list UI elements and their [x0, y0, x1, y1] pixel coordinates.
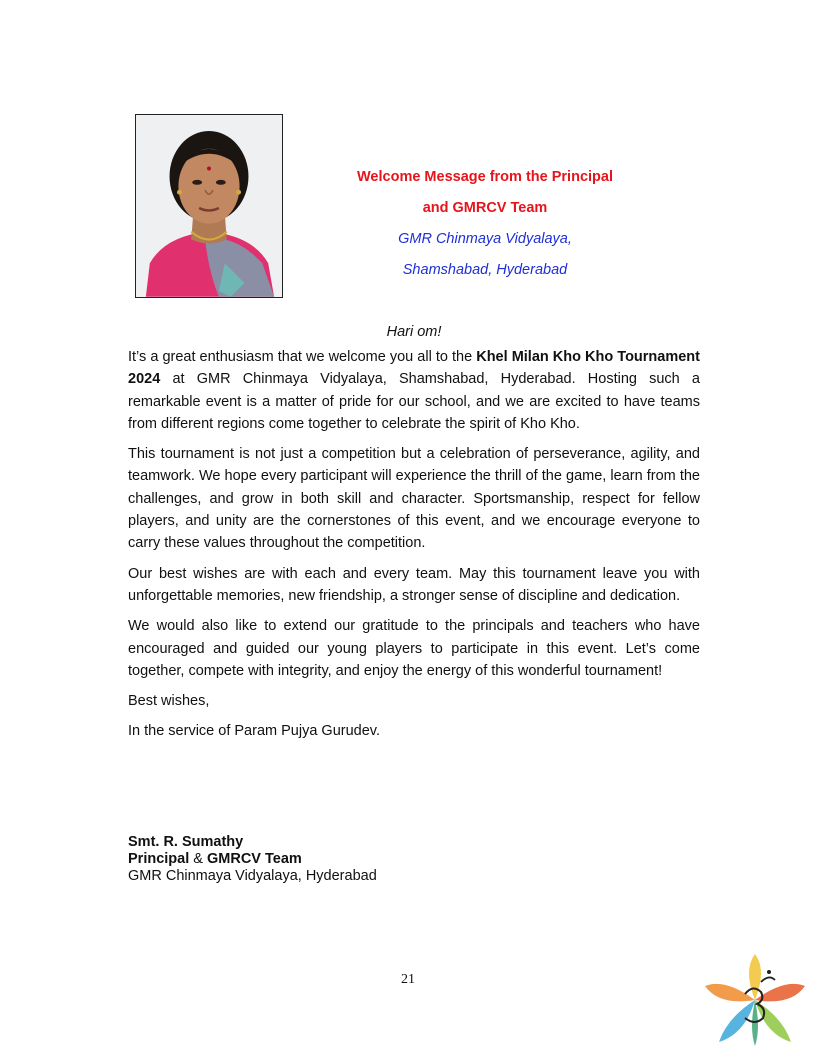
heading-school-line: GMR Chinmaya Vidyalaya, [398, 231, 572, 247]
event-name: Khel Milan Kho Kho Tournament 2024 [128, 349, 700, 388]
principal-photo [135, 114, 283, 298]
paragraph-4: We would also like to extend our gratitude to the principals and teachers who have encouraged and guided our young players to participate in this event. Let’s come together, compete with integrity, and enjoy the energy of this wonderful tournament! [128, 618, 700, 679]
principal-portrait-icon [136, 115, 282, 297]
message-body [128, 346, 700, 751]
heading-title-line1: Welcome Message from the Principal [357, 169, 613, 185]
greeting: Hari om! [386, 324, 442, 340]
signature-block [128, 834, 377, 885]
closing-service: In the service of Param Pujya Gurudev. [128, 723, 380, 740]
chinmaya-om-logo-icon [700, 950, 810, 1050]
p1-text-a: It’s a great enthusiasm that we welcome you all to the [128, 349, 477, 365]
signatory-role-team: GMRCV Team [206, 851, 302, 867]
paragraph-2: This tournament is not just a competition but a celebration of perseverance, agility, and teamwork. We hope every participant will experience the thrill of the game, learn from the challenges, and grow in both skill and character. Sportsmanship, respect for fellow players, and unity are the cornerstones of this event, and we encourage everyone to carry these values throughout the competition. [128, 446, 700, 552]
closing-wishes: Best wishes, [128, 693, 210, 710]
signatory-role-principal: Principal [128, 851, 190, 867]
paragraph-3: Our best wishes are with each and every team. May this tournament leave you with unforgettable memories, new friendship, a stronger sense of discipline and dedication. [128, 565, 700, 604]
page-number: 21 [401, 972, 415, 987]
role-separator: & [189, 851, 207, 867]
signatory-name: Smt. R. Sumathy [128, 834, 244, 850]
heading-title-line2: and GMRCV Team [422, 200, 548, 216]
p1-text-b: at GMR Chinmaya Vidyalaya, Shamshabad, Hyderabad. Hosting such a remarkable event is a matter of pride for our school, and we are excited to have teams from different regions come together to celebrate the spirit of Kho Kho. [128, 371, 700, 432]
welcome-heading [300, 162, 670, 286]
signatory-school: GMR Chinmaya Vidyalaya, Hyderabad [128, 868, 377, 884]
paragraph-1 [128, 346, 700, 435]
chinmaya-logo [700, 950, 810, 1050]
heading-location-line: Shamshabad, Hyderabad [402, 262, 568, 278]
